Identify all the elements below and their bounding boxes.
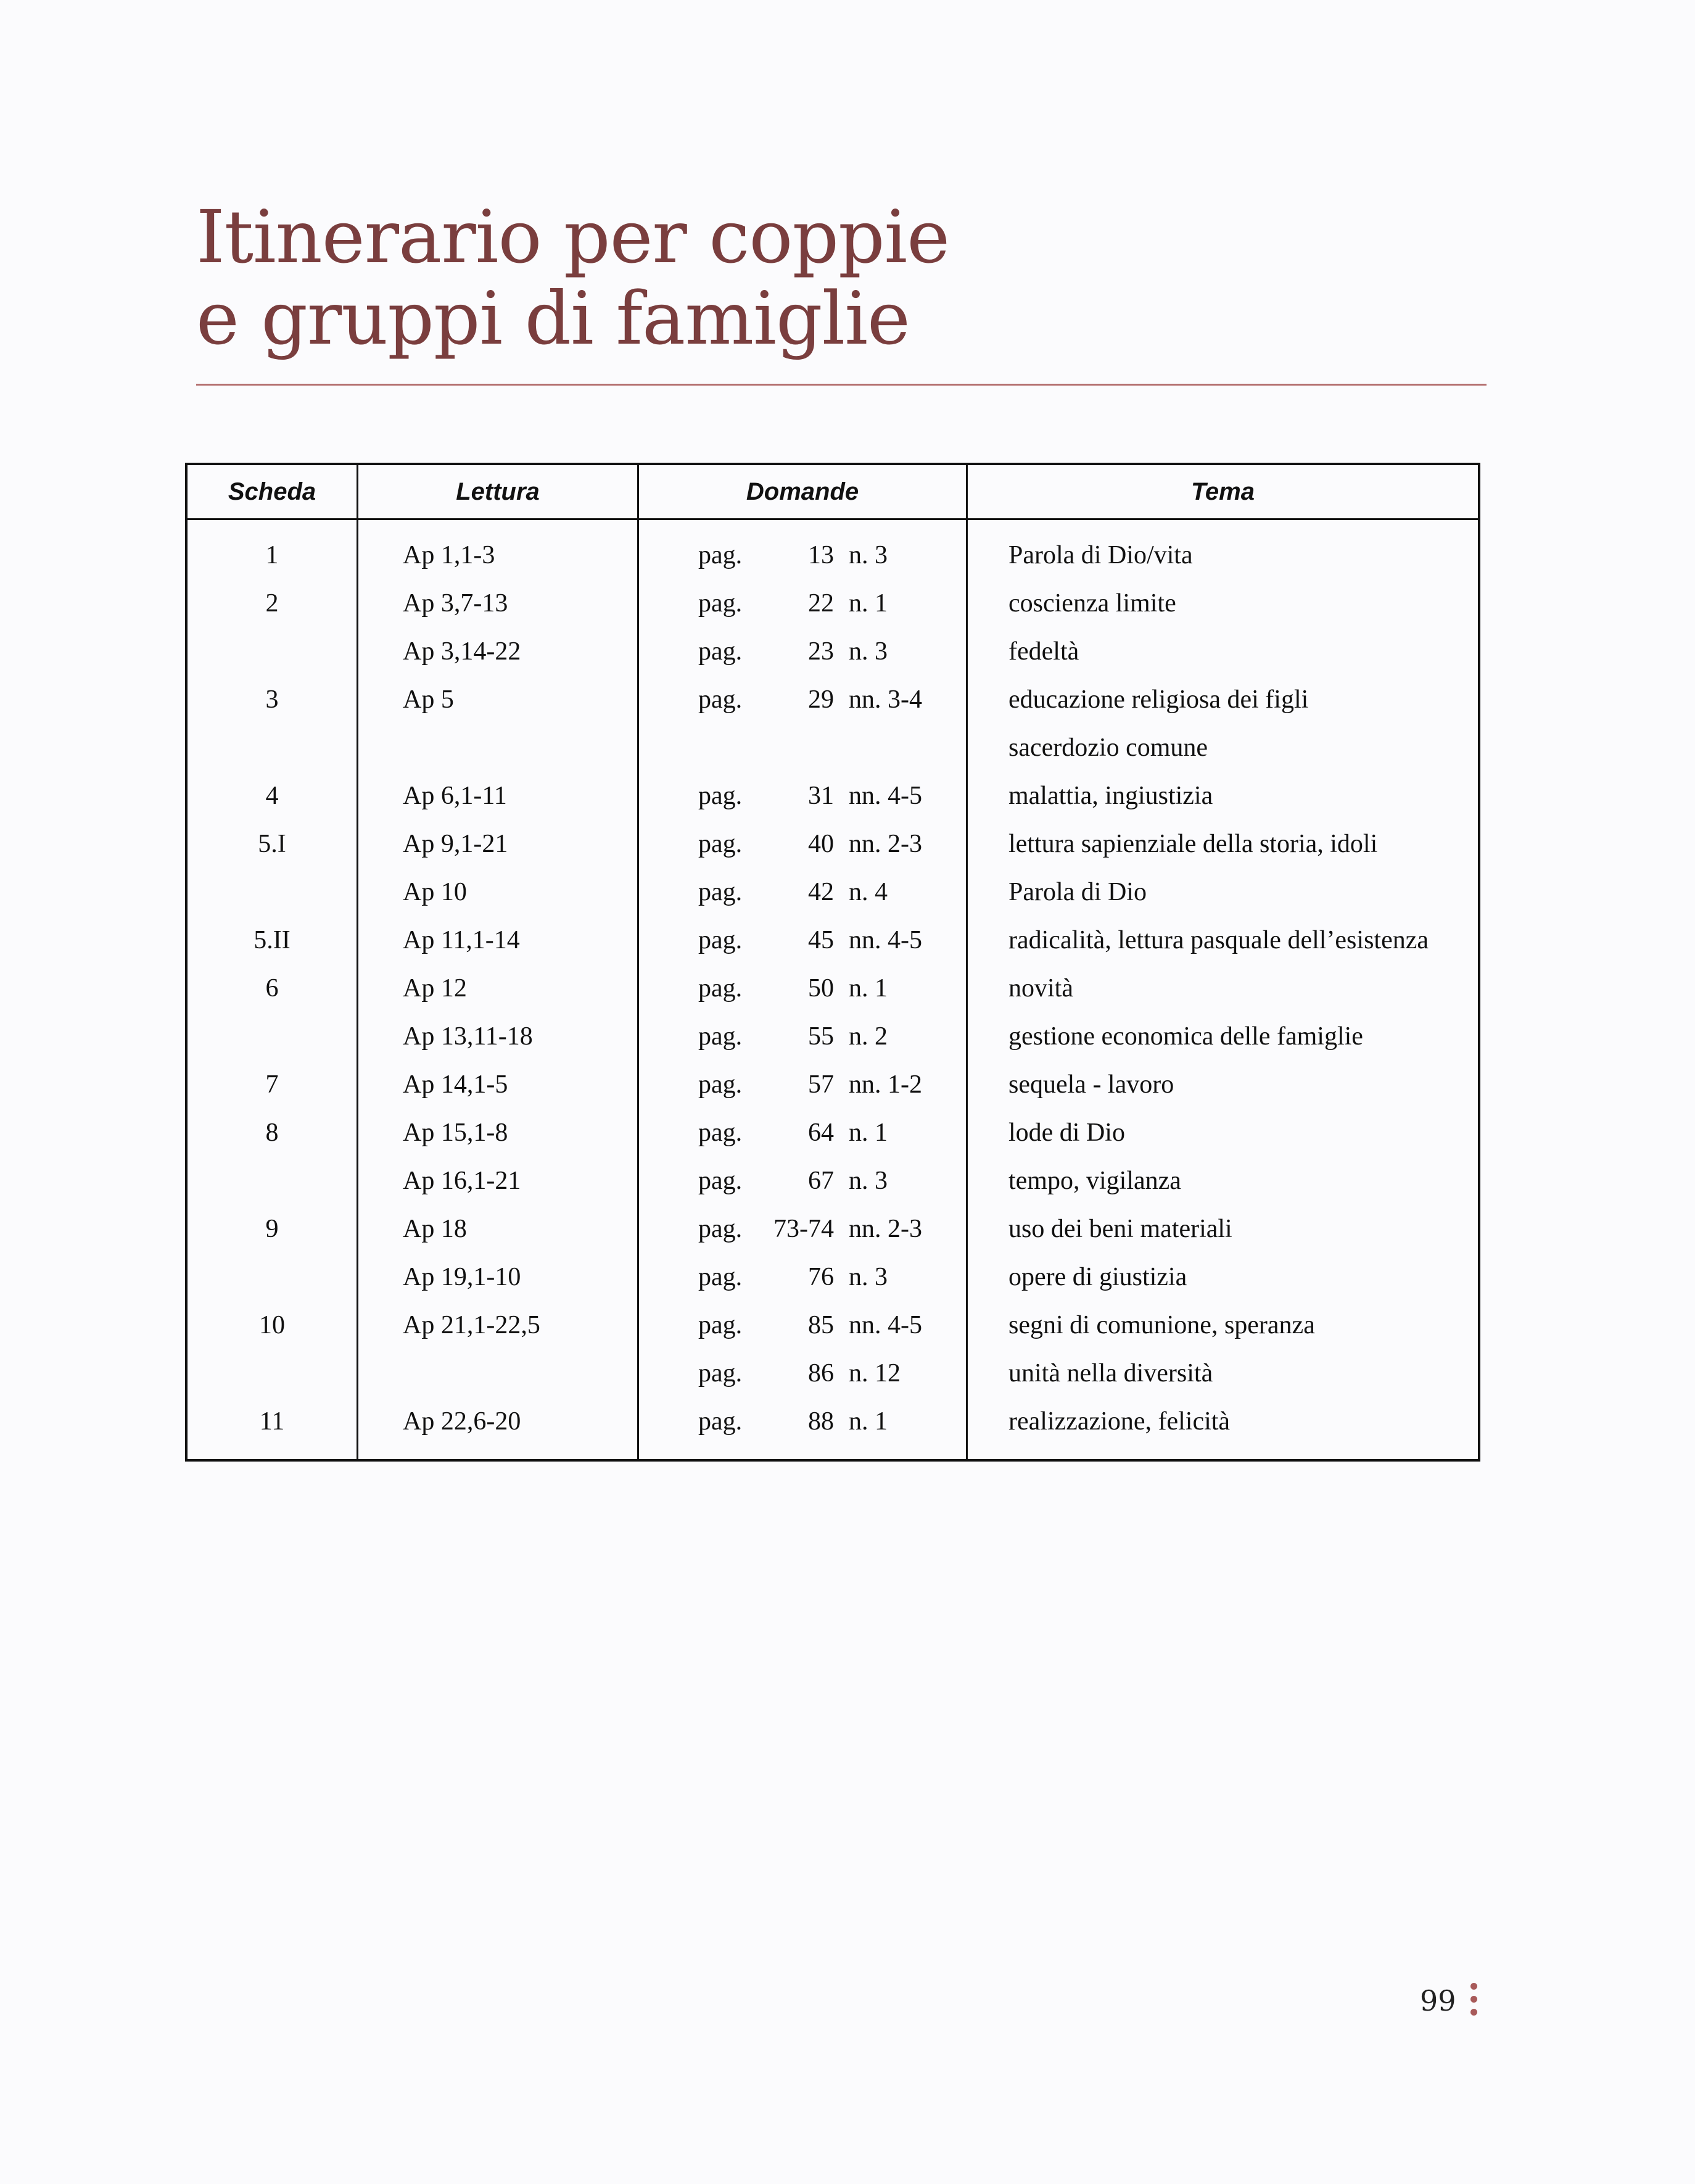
table-row (186, 1301, 1479, 1349)
domande-pag: pag. (698, 1311, 743, 1339)
cell-scheda: 9 (186, 1205, 358, 1253)
table-row (186, 724, 1479, 772)
domande-page-number: 45 (808, 926, 834, 954)
cell-tema: malattia, ingiustizia (1008, 782, 1213, 810)
table-row (186, 1012, 1479, 1061)
table-row (186, 519, 1479, 580)
cell-scheda: 11 (186, 1397, 358, 1460)
table-row (186, 1253, 1479, 1301)
domande-pag: pag. (698, 974, 743, 1003)
cell-scheda: 8 (186, 1109, 358, 1157)
domande-pag: pag. (698, 830, 743, 858)
page-dots-ornament (1470, 1983, 1478, 2022)
domande-pag: pag. (698, 1167, 743, 1195)
cell-tema: Parola di Dio/vita (1008, 541, 1193, 569)
domande-page-number: 73-74 (773, 1215, 834, 1243)
cell-tema: lettura sapienziale della storia, idoli (1008, 830, 1378, 858)
cell-tema: radicalità, lettura pasquale dell’esistenza (1008, 926, 1429, 954)
domande-pag: pag. (698, 1119, 743, 1147)
domande-pag: pag. (698, 1070, 743, 1099)
page-title (196, 196, 949, 359)
domande-page-number: 88 (808, 1407, 834, 1436)
domande-page-number: 55 (808, 1022, 834, 1051)
domande-pag: pag. (698, 782, 743, 810)
cell-scheda: 5.II (186, 916, 358, 964)
header-scheda: Scheda (186, 464, 358, 519)
domande-question-number: n. 3 (849, 1263, 888, 1291)
domande-question-number: n. 1 (849, 589, 888, 618)
table-body (186, 519, 1479, 1461)
table-header-row (186, 464, 1479, 519)
header-tema: Tema (967, 464, 1480, 519)
cell-tema: tempo, vigilanza (1008, 1167, 1181, 1195)
ornament-dot (1470, 1983, 1477, 1990)
domande-question-number: n. 1 (849, 974, 888, 1003)
cell-domande (638, 724, 967, 772)
cell-lettura: Ap 6,1-11 (358, 772, 638, 820)
cell-scheda (186, 868, 358, 916)
domande-question-number: n. 3 (849, 637, 888, 666)
cell-tema: uso dei beni materiali (1008, 1215, 1232, 1243)
cell-lettura: Ap 12 (358, 964, 638, 1012)
domande-question-number: n. 12 (849, 1359, 901, 1388)
cell-domande (638, 964, 967, 1012)
table-row (186, 916, 1479, 964)
domande-question-number: nn. 4-5 (849, 926, 922, 954)
domande-page-number: 31 (808, 782, 834, 810)
cell-lettura: Ap 16,1-21 (358, 1157, 638, 1205)
domande-page-number: 67 (808, 1167, 834, 1195)
cell-scheda (186, 627, 358, 676)
domande-question-number: nn. 2-3 (849, 1215, 922, 1243)
cell-tema: lode di Dio (1008, 1119, 1125, 1147)
cell-domande (638, 1205, 967, 1253)
domande-question-number: nn. 1-2 (849, 1070, 922, 1099)
cell-domande (638, 627, 967, 676)
cell-lettura: Ap 21,1-22,5 (358, 1301, 638, 1349)
domande-question-number: nn. 2-3 (849, 830, 922, 858)
table-row (186, 627, 1479, 676)
header-domande: Domande (638, 464, 967, 519)
cell-lettura (358, 724, 638, 772)
cell-scheda: 6 (186, 964, 358, 1012)
domande-question-number: n. 1 (849, 1407, 888, 1436)
domande-pag: pag. (698, 878, 743, 906)
cell-domande (638, 1397, 967, 1460)
domande-pag: pag. (698, 1407, 743, 1436)
domande-page-number: 13 (808, 541, 834, 569)
domande-question-number: nn. 4-5 (849, 1311, 922, 1339)
cell-scheda: 5.I (186, 820, 358, 868)
domande-question-number: nn. 3-4 (849, 685, 922, 714)
cell-tema: opere di giustizia (1008, 1263, 1187, 1291)
domande-page-number: 50 (808, 974, 834, 1003)
domande-page-number: 40 (808, 830, 834, 858)
domande-pag: pag. (698, 589, 743, 618)
cell-domande (638, 579, 967, 627)
cell-domande (638, 820, 967, 868)
domande-pag: pag. (698, 926, 743, 954)
cell-domande (638, 1061, 967, 1109)
cell-domande (638, 1349, 967, 1397)
ornament-dot (1470, 2009, 1477, 2016)
table-row (186, 676, 1479, 724)
domande-page-number: 64 (808, 1119, 834, 1147)
cell-scheda (186, 1349, 358, 1397)
cell-domande (638, 519, 967, 580)
cell-lettura: Ap 13,11-18 (358, 1012, 638, 1061)
table-row (186, 579, 1479, 627)
title-line-2: e gruppi di famiglie (196, 276, 910, 361)
cell-lettura: Ap 1,1-3 (358, 519, 638, 580)
cell-scheda: 2 (186, 579, 358, 627)
domande-pag: pag. (698, 1263, 743, 1291)
cell-tema: coscienza limite (1008, 589, 1176, 618)
table-row (186, 820, 1479, 868)
domande-page-number: 42 (808, 878, 834, 906)
cell-domande (638, 916, 967, 964)
domande-page-number: 23 (808, 637, 834, 666)
title-rule (196, 384, 1487, 386)
table-row (186, 964, 1479, 1012)
cell-lettura: Ap 19,1-10 (358, 1253, 638, 1301)
cell-lettura: Ap 3,7-13 (358, 579, 638, 627)
domande-question-number: n. 1 (849, 1119, 888, 1147)
cell-domande (638, 772, 967, 820)
domande-page-number: 57 (808, 1070, 834, 1099)
cell-scheda (186, 1253, 358, 1301)
cell-scheda: 4 (186, 772, 358, 820)
table-row (186, 772, 1479, 820)
cell-lettura: Ap 18 (358, 1205, 638, 1253)
cell-domande (638, 1012, 967, 1061)
cell-lettura (358, 1349, 638, 1397)
domande-pag: pag. (698, 1022, 743, 1051)
header-lettura: Lettura (358, 464, 638, 519)
table-row (186, 1109, 1479, 1157)
title-line-1: Itinerario per coppie (196, 194, 950, 279)
cell-lettura: Ap 5 (358, 676, 638, 724)
cell-lettura: Ap 15,1-8 (358, 1109, 638, 1157)
ornament-dot (1470, 1996, 1477, 2003)
cell-tema: educazione religiosa dei figli (1008, 685, 1309, 714)
cell-domande (638, 1253, 967, 1301)
cell-lettura: Ap 10 (358, 868, 638, 916)
domande-question-number: n. 4 (849, 878, 888, 906)
cell-scheda: 3 (186, 676, 358, 724)
cell-lettura: Ap 14,1-5 (358, 1061, 638, 1109)
cell-tema: sequela - lavoro (1008, 1070, 1174, 1099)
cell-scheda (186, 724, 358, 772)
cell-scheda: 7 (186, 1061, 358, 1109)
table-row (186, 1397, 1479, 1460)
cell-domande (638, 676, 967, 724)
cell-domande (638, 1109, 967, 1157)
domande-question-number: n. 3 (849, 1167, 888, 1195)
cell-tema: realizzazione, felicità (1008, 1407, 1231, 1436)
cell-scheda (186, 1012, 358, 1061)
cell-tema: Parola di Dio (1008, 878, 1147, 906)
table-row (186, 1061, 1479, 1109)
domande-page-number: 76 (808, 1263, 834, 1291)
cell-scheda (186, 1157, 358, 1205)
cell-lettura: Ap 22,6-20 (358, 1397, 638, 1460)
domande-pag: pag. (698, 1359, 743, 1388)
table-row (186, 1349, 1479, 1397)
cell-domande (638, 1301, 967, 1349)
cell-tema: fedeltà (1008, 637, 1079, 666)
cell-tema: segni di comunione, speranza (1008, 1311, 1315, 1339)
cell-tema: sacerdozio comune (1008, 734, 1208, 762)
cell-tema: gestione economica delle famiglie (1008, 1022, 1363, 1051)
domande-question-number: nn. 4-5 (849, 782, 922, 810)
domande-pag: pag. (698, 541, 743, 569)
domande-page-number: 86 (808, 1359, 834, 1388)
cell-tema: unità nella diversità (1008, 1359, 1213, 1388)
cell-domande (638, 1157, 967, 1205)
domande-pag: pag. (698, 685, 743, 714)
cell-scheda: 1 (186, 519, 358, 580)
cell-tema: novità (1008, 974, 1073, 1003)
table-row (186, 1205, 1479, 1253)
cell-scheda: 10 (186, 1301, 358, 1349)
cell-lettura: Ap 11,1-14 (358, 916, 638, 964)
cell-domande (638, 868, 967, 916)
domande-pag: pag. (698, 1215, 743, 1243)
domande-question-number: n. 2 (849, 1022, 888, 1051)
cell-lettura: Ap 3,14-22 (358, 627, 638, 676)
itinerary-table (185, 463, 1480, 1462)
table-row (186, 1157, 1479, 1205)
table-row (186, 868, 1479, 916)
domande-pag: pag. (698, 637, 743, 666)
domande-page-number: 22 (808, 589, 834, 618)
domande-page-number: 85 (808, 1311, 834, 1339)
domande-question-number: n. 3 (849, 541, 888, 569)
page-number: 99 (1420, 1984, 1456, 2017)
cell-lettura: Ap 9,1-21 (358, 820, 638, 868)
domande-page-number: 29 (808, 685, 834, 714)
